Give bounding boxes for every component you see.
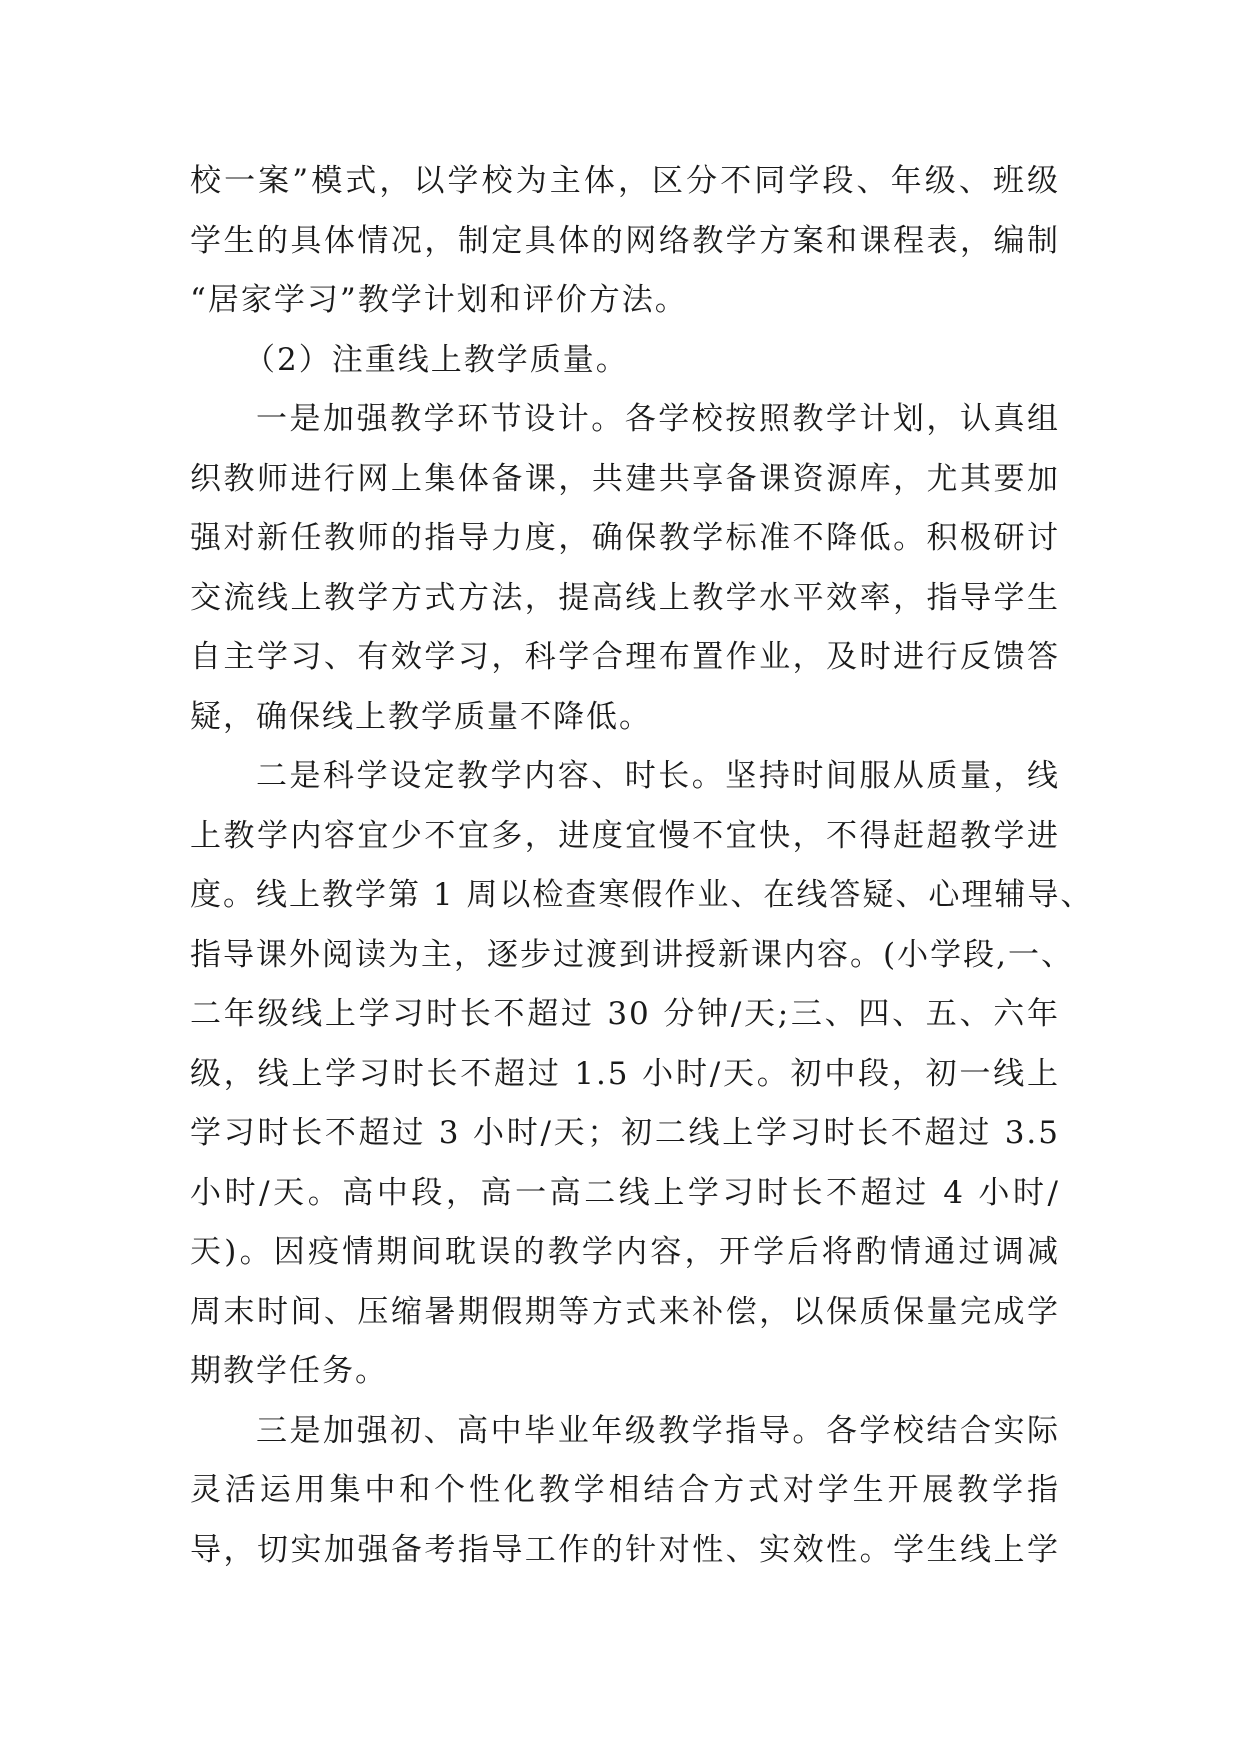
body-line: 导，切实加强备考指导工作的针对性、实效性。学生线上学 <box>190 1531 1060 1568</box>
paragraph-first-line: 二是科学设定教学内容、时长。坚持时间服从质量，线 <box>256 758 1060 794</box>
body-line: 灵活运用集中和个性化教学相结合方式对学生开展教学指 <box>190 1472 1060 1508</box>
body-line: 织教师进行网上集体备课，共建共享备课资源库，尤其要加 <box>190 460 1060 497</box>
body-line: 度。线上教学第 1 周以检查寒假作业、在线答疑、心理辅导、 <box>190 877 1094 913</box>
body-line: 交流线上教学方式方法，提高线上教学水平效率，指导学生 <box>190 579 1060 616</box>
body-line: 强对新任教师的指导力度，确保教学标准不降低。积极研讨 <box>190 520 1060 556</box>
paragraph-first-line: 三是加强初、高中毕业年级教学指导。各学校结合实际 <box>256 1412 1060 1449</box>
section-heading: （2）注重线上教学质量。 <box>244 341 629 378</box>
body-line: 小时/天。高中段，高一高二线上学习时长不超过 4 小时/ <box>190 1174 1060 1211</box>
body-line: “居家学习”教学计划和评价方法。 <box>190 282 688 318</box>
body-line: 自主学习、有效学习，科学合理布置作业，及时进行反馈答 <box>190 639 1060 675</box>
body-line: 指导课外阅读为主，逐步过渡到讲授新课内容。(小学段,一、 <box>190 936 1074 973</box>
body-line: 期教学任务。 <box>190 1353 388 1389</box>
body-line: 疑，确保线上教学质量不降低。 <box>190 698 652 735</box>
body-line: 天)。因疫情期间耽误的教学内容，开学后将酌情通过调减 <box>190 1234 1060 1270</box>
paragraph-first-line: 一是加强教学环节设计。各学校按照教学计划，认真组 <box>256 401 1060 437</box>
body-line: 学习时长不超过 3 小时/天；初二线上学习时长不超过 3.5 <box>190 1115 1060 1151</box>
body-line: 周末时间、压缩暑期假期等方式来补偿，以保质保量完成学 <box>190 1293 1060 1330</box>
body-line: 二年级线上学习时长不超过 30 分钟/天;三、四、五、六年 <box>190 996 1060 1032</box>
document-body <box>190 152 1094 1580</box>
body-line: 校一案”模式，以学校为主体，区分不同学段、年级、班级 <box>190 163 1060 199</box>
body-line: 学生的具体情况，制定具体的网络教学方案和课程表，编制 <box>190 222 1060 259</box>
body-line: 级，线上学习时长不超过 1.5 小时/天。初中段，初一线上 <box>190 1055 1060 1092</box>
body-line: 上教学内容宜少不宜多，进度宜慢不宜快，不得赶超教学进 <box>190 817 1060 854</box>
